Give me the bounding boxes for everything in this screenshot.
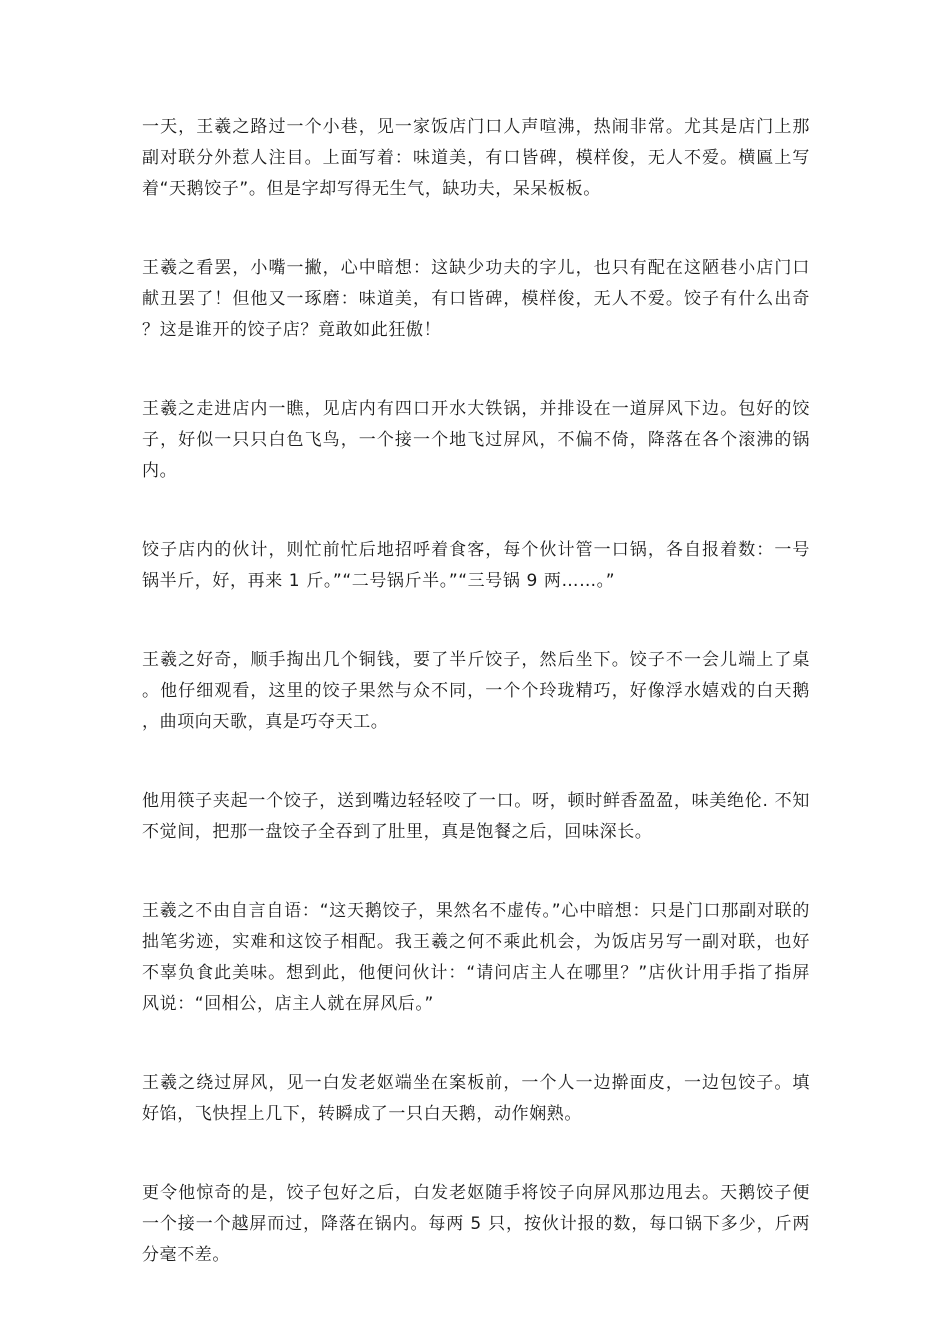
paragraph-3: 王羲之走进店内一瞧，见店内有四口开水大铁锅，并排设在一道屏风下边。包好的饺子，好似一只只白色飞鸟，一个接一个地飞过屏风，不偏不倚，降落在各个滚沸的锅内。: [142, 399, 810, 481]
paragraph-6: 他用筷子夹起一个饺子，送到嘴边轻轻咬了一口。呀，顿时鲜香盈盈，味美绝伦. 不知不觉间，把那一盘饺子全吞到了肚里，真是饱餐之后，回味深长。: [142, 791, 810, 842]
paragraph-4: 饺子店内的伙计，则忙前忙后地招呼着食客，每个伙计管一口锅，各自报着数：一号锅半斤，好，再来 1 斤。”“二号锅斤半。”“三号锅 9 两……。”: [142, 540, 810, 591]
story-body: [142, 112, 810, 1319]
paragraph-9: 更令他惊奇的是，饺子包好之后，白发老妪随手将饺子向屏风那边甩去。天鹅饺子便一个接一个越屏而过，降落在锅内。每两 5 只，按伙计报的数，每口锅下多少，斤两分毫不差。: [142, 1183, 810, 1265]
paragraph-8: 王羲之绕过屏风，见一白发老妪端坐在案板前，一个人一边擀面皮，一边包饺子。填好馅，飞快捏上几下，转瞬成了一只白天鹅，动作娴熟。: [142, 1073, 810, 1124]
paragraph-1: 一天，王羲之路过一个小巷，见一家饭店门口人声喧沸，热闹非常。尤其是店门上那副对联分外惹人注目。上面写着：味道美，有口皆碑，模样俊，无人不爱。横匾上写着“天鹅饺子”。但是字却写得无生气，缺功夫，呆呆板板。: [142, 117, 810, 199]
paragraph-2: 王羲之看罢，小嘴一撇，心中暗想：这缺少功夫的字儿，也只有配在这陋巷小店门口献丑罢了！但他又一琢磨：味道美，有口皆碑，模样俊，无人不爱。饺子有什么出奇？这是谁开的饺子店？竟敢如此狂傲！: [142, 258, 810, 340]
paragraph-7: 王羲之不由自言自语：“这天鹅饺子，果然名不虚传。”心中暗想：只是门口那副对联的拙笔劣迹，实难和这饺子相配。我王羲之何不乘此机会，为饭店另写一副对联，也好不辜负食此美味。想到此，他便问伙计：“请问店主人在哪里？”店伙计用手指了指屏风说：“回相公，店主人就在屏风后。”: [142, 901, 810, 1014]
paragraph-5: 王羲之好奇，顺手掏出几个铜钱，要了半斤饺子，然后坐下。饺子不一会儿端上了桌。他仔细观看，这里的饺子果然与众不同，一个个玲珑精巧，好像浮水嬉戏的白天鹅，曲项向天歌，真是巧夺天工。: [142, 650, 810, 732]
